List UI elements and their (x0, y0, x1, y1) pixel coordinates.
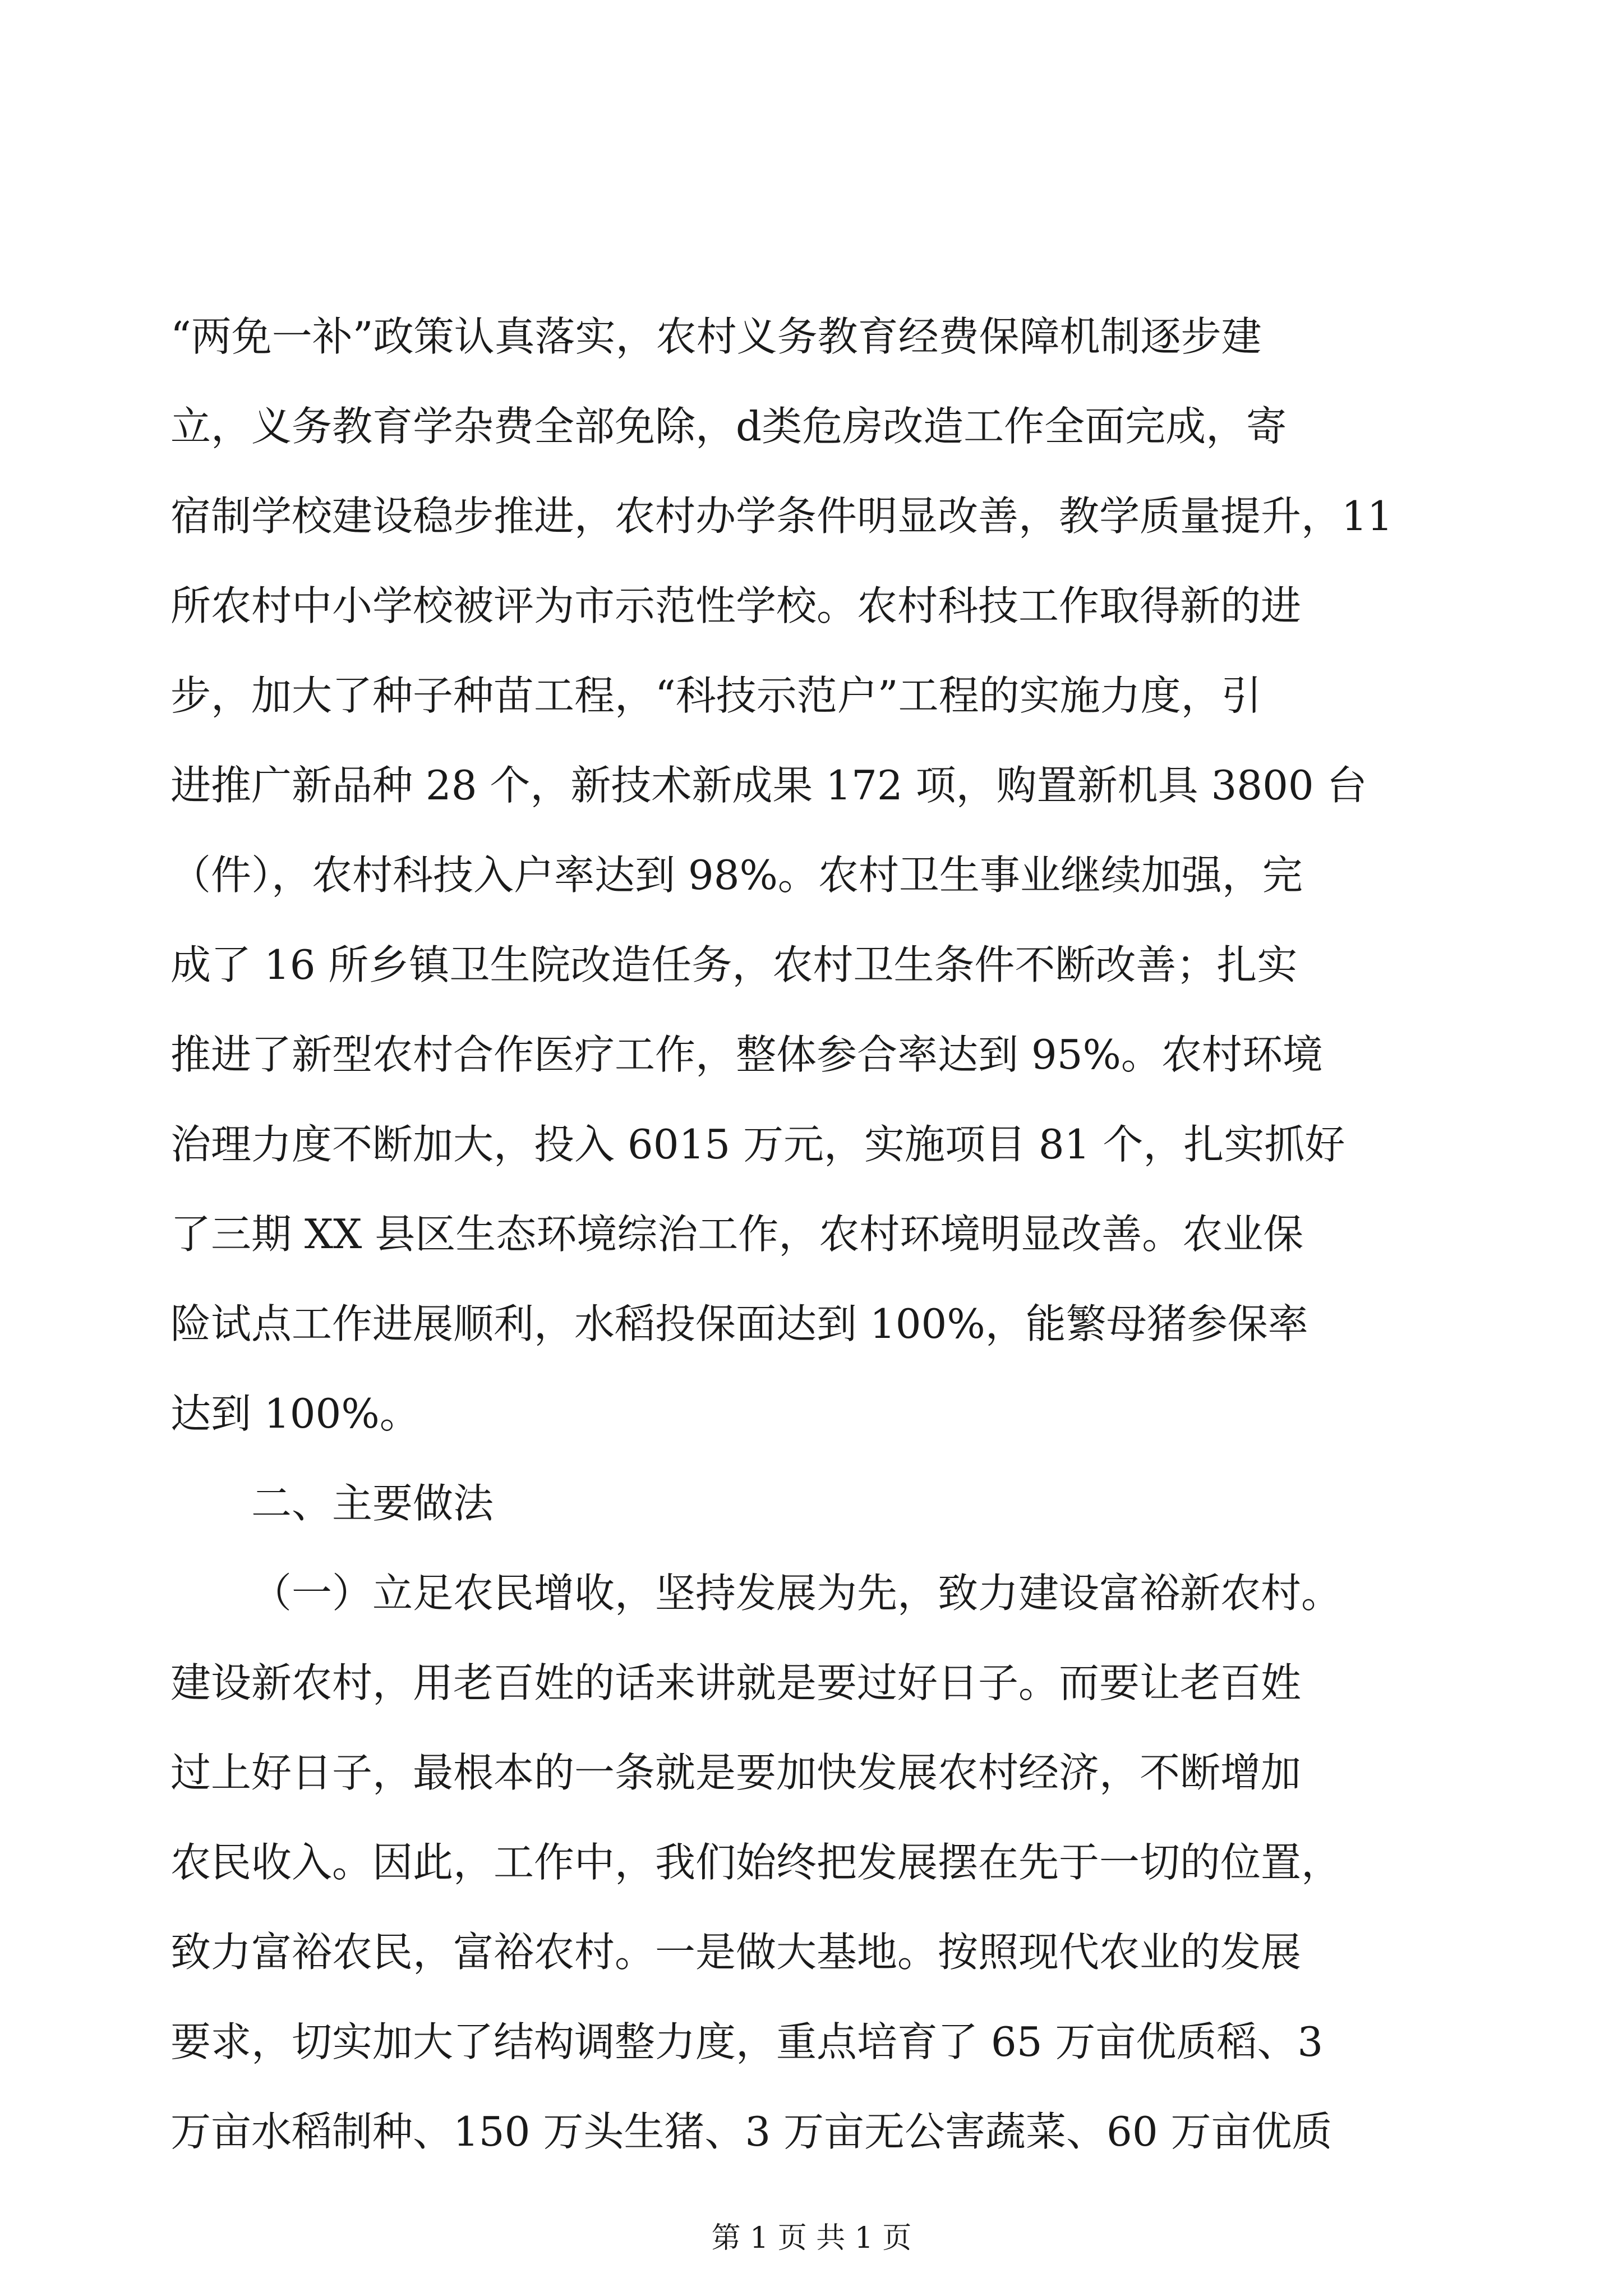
body-line-10 (0, 1099, 1623, 1189)
section-heading-text: 二、主要做法 (251, 1480, 494, 1527)
body-line-18-text: 农民收入。因此，工作中，我们始终把发展摆在先于一切的位置， (170, 1839, 1342, 1886)
body-line-2-text: 立，义务教育学杂费全部免除，d类危房改造工作全面完成，寄 (170, 403, 1287, 450)
body-line-21-text: 万亩水稻制种、150 万头生猪、3 万亩无公害蔬菜、60 万亩优质 (170, 2108, 1332, 2155)
body-line-18 (0, 1818, 1623, 1907)
body-line-13-text: 达到 100%。 (170, 1390, 420, 1437)
body-line-21 (0, 2087, 1623, 2177)
body-line-10-text: 治理力度不断加大，投入 6015 万元，实施项目 81 个，扎实抓好 (170, 1121, 1345, 1168)
body-line-9 (0, 1010, 1623, 1099)
body-line-12-text: 险试点工作进展顺利，水稻投保面达到 100%，能繁母猪参保率 (170, 1300, 1308, 1347)
body-line-17 (0, 1728, 1623, 1818)
body-line-17-text: 过上好日子，最根本的一条就是要加快发展农村经济，不断增加 (170, 1749, 1302, 1796)
body-line-7-text: （件），农村科技入户率达到 98%。农村卫生事业继续加强，完 (170, 852, 1303, 899)
body-line-15 (0, 1548, 1623, 1638)
body-line-1-text: “两免一补”政策认真落实，农村义务教育经费保障机制逐步建 (170, 313, 1262, 360)
body-line-3 (0, 471, 1623, 561)
page-footer: 第 1 页 共 1 页 (711, 2221, 912, 2255)
body-line-8-text: 成了 16 所乡镇卫生院改造任务，农村卫生条件不断改善；扎实 (170, 941, 1298, 988)
body-line-12 (0, 1279, 1623, 1369)
body-line-4 (0, 561, 1623, 651)
body-line-3-text: 宿制学校建设稳步推进，农村办学条件明显改善，教学质量提升，11 (170, 493, 1393, 540)
body-line-2 (0, 381, 1623, 471)
body-line-20-text: 要求，切实加大了结构调整力度，重点培育了 65 万亩优质稻、3 (170, 2018, 1324, 2065)
body-line-1 (0, 292, 1623, 381)
body-line-20 (0, 1997, 1623, 2087)
body-line-16 (0, 1638, 1623, 1728)
body-line-19 (0, 1907, 1623, 1997)
section-heading (0, 1458, 1623, 1548)
body-line-13 (0, 1369, 1623, 1458)
body-line-11-text: 了三期 XX 县区生态环境综治工作，农村环境明显改善。农业保 (170, 1211, 1304, 1258)
body-line-6-text: 进推广新品种 28 个，新技术新成果 172 项，购置新机具 3800 台 (170, 762, 1367, 809)
body-line-16-text: 建设新农村，用老百姓的话来讲就是要过好日子。而要让老百姓 (170, 1659, 1302, 1706)
body-line-5 (0, 651, 1623, 740)
body-line-15-text: （一）立足农民增收，坚持发展为先，致力建设富裕新农村。 (251, 1570, 1342, 1617)
body-line-9-text: 推进了新型农村合作医疗工作，整体参合率达到 95%。农村环境 (170, 1031, 1323, 1078)
body-line-6 (0, 740, 1623, 830)
body-line-7 (0, 830, 1623, 920)
body-line-11 (0, 1189, 1623, 1279)
body-line-8 (0, 920, 1623, 1010)
body-line-4-text: 所农村中小学校被评为市示范性学校。农村科技工作取得新的进 (170, 582, 1302, 629)
body-line-5-text: 步，加大了种子种苗工程，“科技示范户”工程的实施力度，引 (170, 672, 1262, 719)
body-line-19-text: 致力富裕农民，富裕农村。一是做大基地。按照现代农业的发展 (170, 1929, 1302, 1976)
